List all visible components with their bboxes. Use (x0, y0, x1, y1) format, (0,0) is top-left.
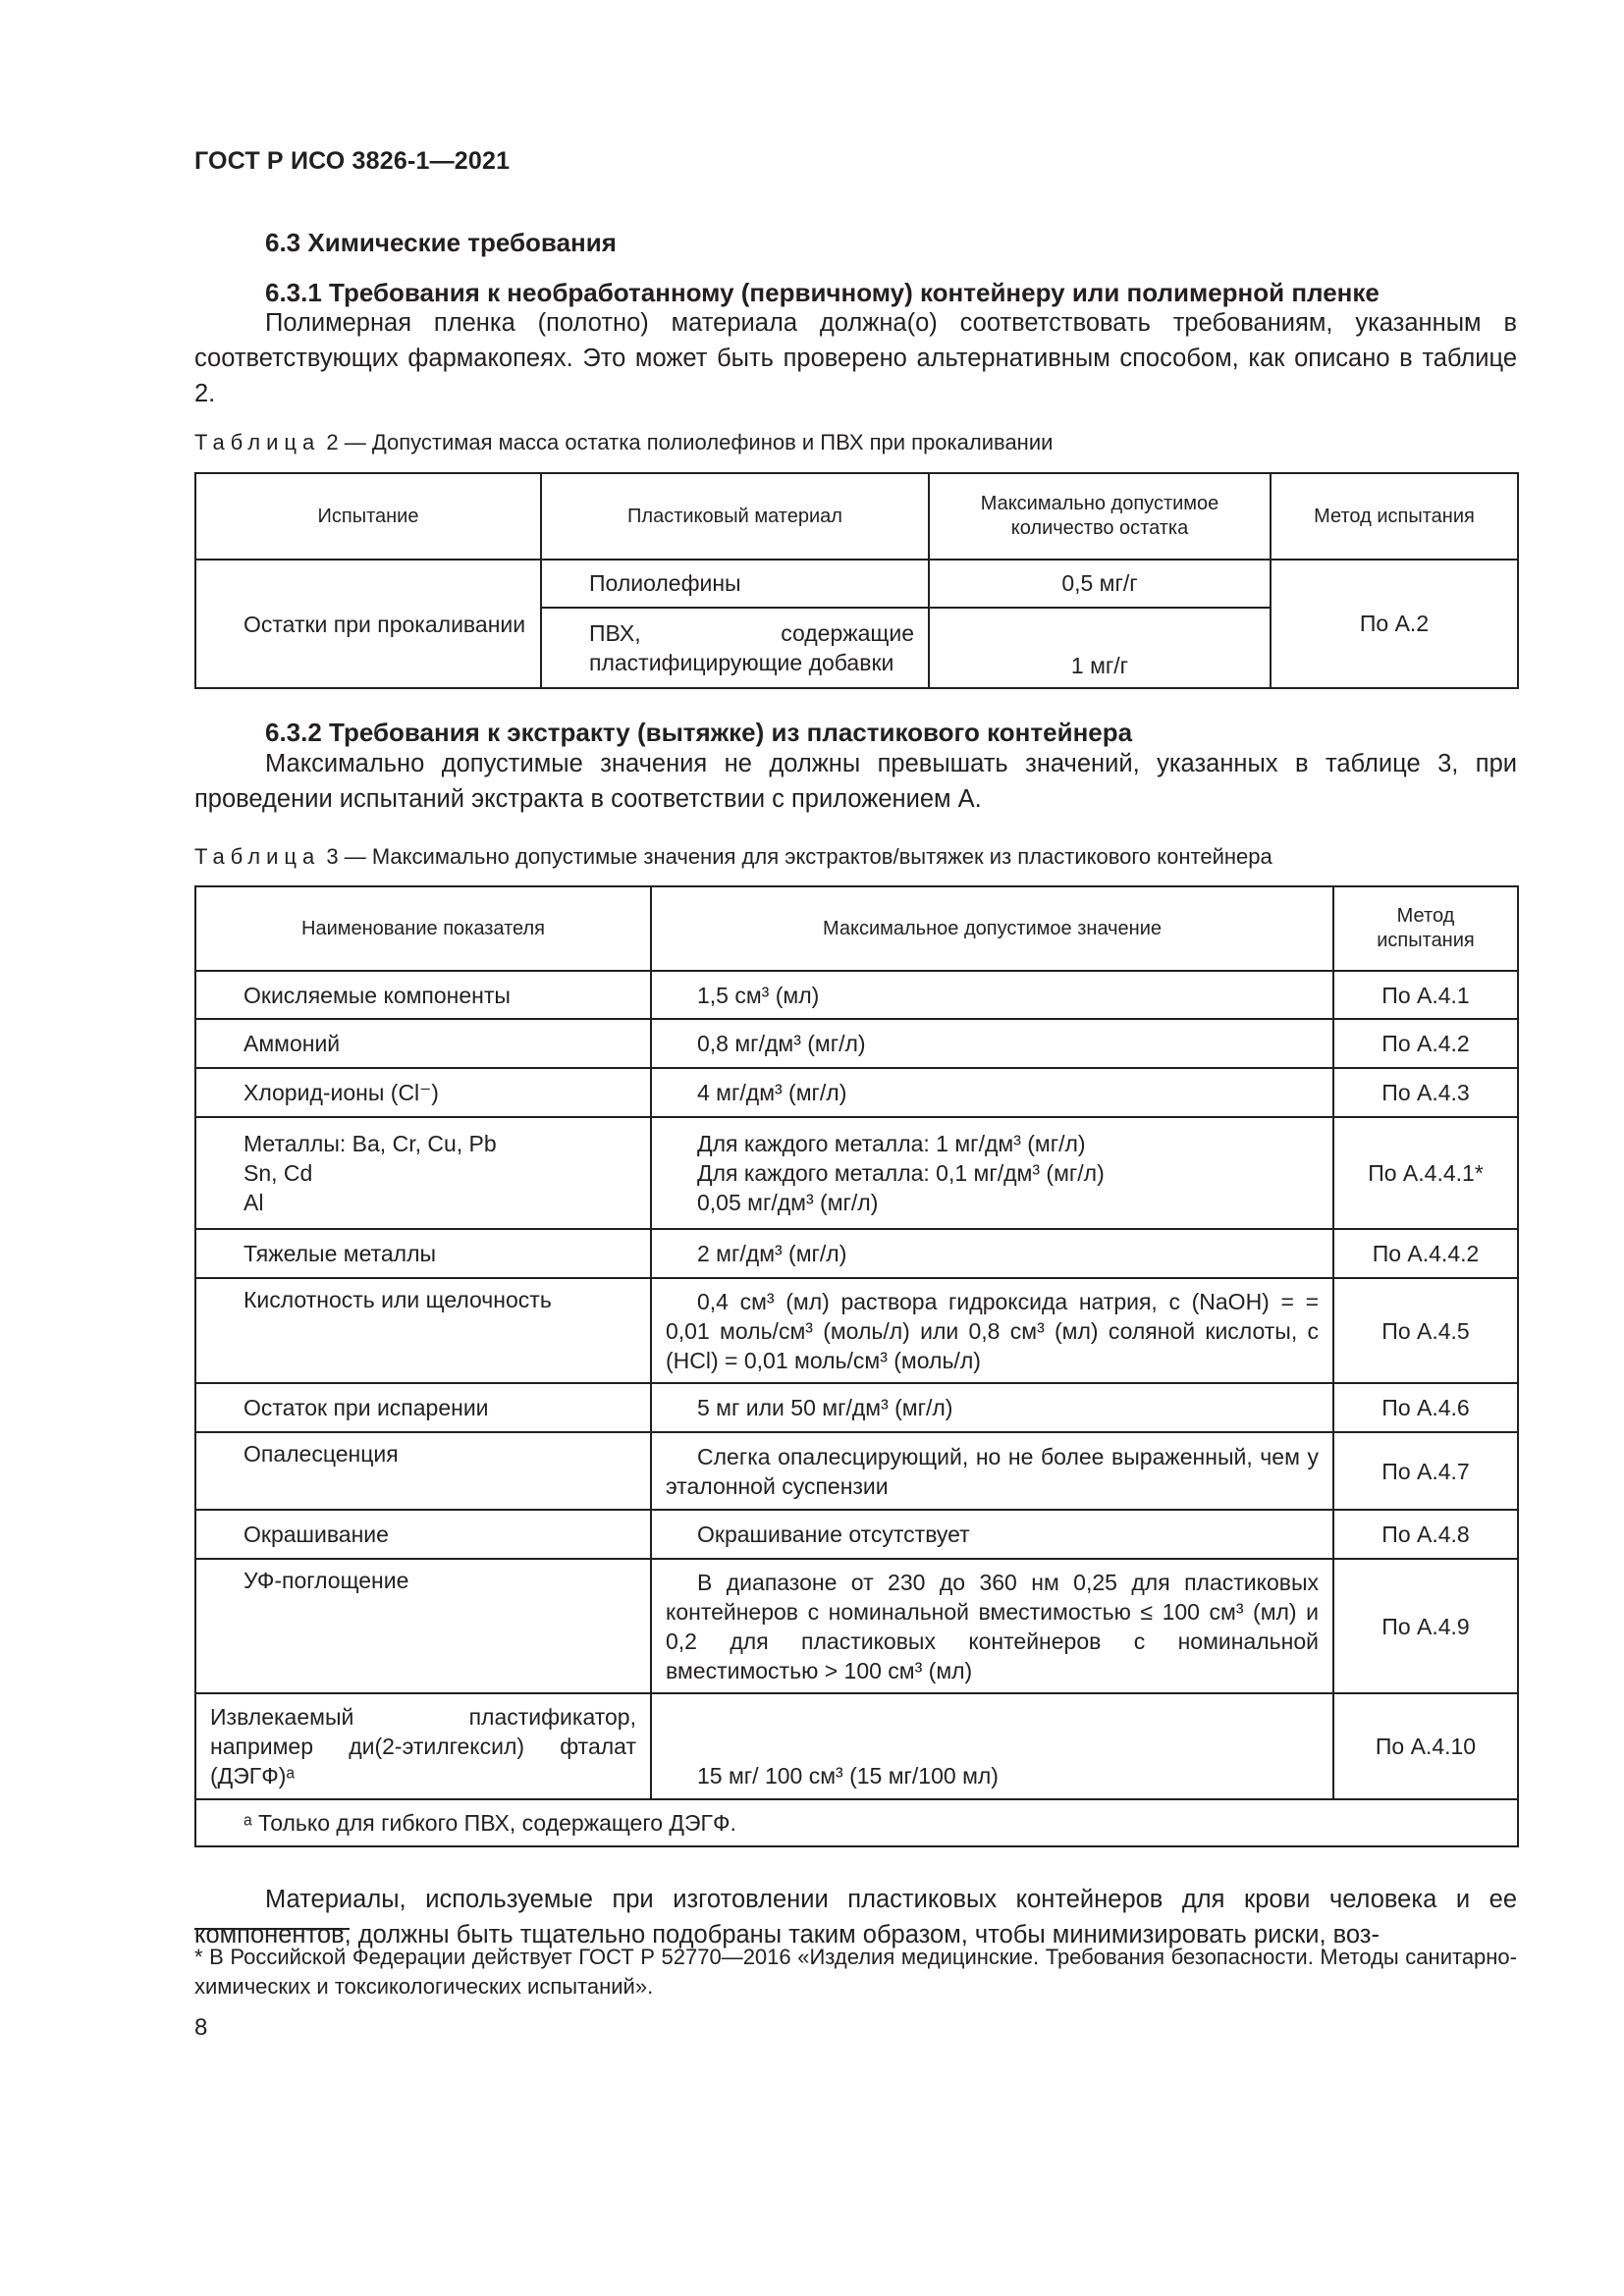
table3-method-cell: По А.4.9 (1333, 1559, 1518, 1693)
table3-value-cell: 2 мг/дм³ (мг/л) (651, 1229, 1333, 1278)
table3-method-cell: По А.4.1 (1333, 971, 1518, 1019)
table3-method-cell: По А.4.6 (1333, 1383, 1518, 1432)
table3-name-cell: Металлы: Ba, Cr, Cu, Pb Sn, Cd Al (195, 1117, 651, 1229)
table3-value-cell: 1,5 см³ (мл) (651, 971, 1333, 1019)
table3-value-cell: В диапазоне от 230 до 360 нм 0,25 для пластиковых контейнеров с номинальной вместимостью ≤ 100 см³ (мл) и 0,2 для пластиковых контейнеров с номинальной вместимостью > 100 см³ (мл) (651, 1559, 1333, 1693)
table2-header-method: Метод испытания (1271, 473, 1518, 560)
table3-value-cell: Окрашивание отсутствует (651, 1510, 1333, 1559)
table3-value-cell: 15 мг/ 100 см³ (15 мг/100 мл) (651, 1693, 1333, 1799)
footnote-rule (194, 1928, 350, 1930)
table3-value-cell: Для каждого металла: 1 мг/дм³ (мг/л) Для каждого металла: 0,1 мг/дм³ (мг/л) 0,05 мг/дм³ (мг/л) (651, 1117, 1333, 1229)
table3-name-cell: Аммоний (195, 1019, 651, 1068)
table-2 (194, 472, 1519, 689)
table3-name-cell: Окисляемые компоненты (195, 971, 651, 1019)
table2-header-amount: Максимально допустимое количество остатка (929, 473, 1271, 560)
table3-name-cell: Извлекаемый пластификатор, например ди(2-этилгексил) фталат (ДЭГФ)ᵃ (195, 1693, 651, 1799)
table3-value-cell: 5 мг или 50 мг/дм³ (мг/л) (651, 1383, 1333, 1432)
table2-caption: Таблица 2 — Допустимая масса остатка полиолефинов и ПВХ при прокаливании (194, 430, 1054, 454)
table3-method-cell: По А.4.8 (1333, 1510, 1518, 1559)
table2-amount-cell: 0,5 мг/г (929, 560, 1271, 608)
table2-method-cell: По А.2 (1271, 560, 1518, 688)
table3-name-cell: Хлорид-ионы (Cl⁻) (195, 1068, 651, 1117)
table2-amount-cell: 1 мг/г (929, 608, 1271, 688)
subsection-heading-6-3-2: 6.3.2 Требования к экстракту (вытяжке) из пластикового контейнера (265, 718, 1133, 747)
footnote: * В Российской Федерации действует ГОСТ Р 52770—2016 «Изделия медицинские. Требования безопасности. Методы санитарно-химических и токсикологических испытаний». (194, 1945, 1517, 1999)
table3-method-cell: По А.4.4.1* (1333, 1117, 1518, 1229)
table2-header-test: Испытание (195, 473, 541, 560)
table2-material-cell: ПВХ, содержащие пластифицирующие добавки (541, 608, 929, 688)
table3-value-cell: Слегка опалесцирующий, но не более выраженный, чем у эталонной суспензии (651, 1432, 1333, 1510)
section-heading: 6.3 Химические требования (265, 228, 617, 257)
table2-header-material: Пластиковый материал (541, 473, 929, 560)
subsection-6-3-1-text: Полимерная пленка (полотно) материала должна(о) соответствовать требованиям, указанным в соответствующих фармакопеях. Это может быть проверено альтернативным способом, как описано в таблице 2. (194, 309, 1517, 407)
table3-method-cell: По А.4.10 (1333, 1693, 1518, 1799)
table3-method-cell: По А.4.7 (1333, 1432, 1518, 1510)
table3-header-method: Метод испытания (1333, 886, 1518, 971)
document-header: ГОСТ Р ИСО 3826-1—2021 (194, 147, 511, 175)
table3-name-cell: УФ-поглощение (195, 1559, 651, 1693)
table2-material-cell: Полиолефины (541, 560, 929, 608)
table2-test-cell: Остатки при прокаливании (195, 560, 541, 688)
table3-name-cell: Опалесценция (195, 1432, 651, 1510)
page-number: 8 (194, 2014, 208, 2041)
table3-name-cell: Окрашивание (195, 1510, 651, 1559)
subsection-6-3-2-text: Максимально допустимые значения не должны превышать значений, указанных в таблице 3, при проведении испытаний экстракта в соответствии с приложением А. (194, 750, 1517, 813)
table3-name-cell: Тяжелые металлы (195, 1229, 651, 1278)
table-3 (194, 885, 1519, 1847)
subsection-heading-6-3-1: 6.3.1 Требования к необработанному (первичному) контейнеру или полимерной пленке (265, 278, 1380, 307)
table3-name-cell: Кислотность или щелочность (195, 1278, 651, 1383)
table3-method-cell: По А.4.4.2 (1333, 1229, 1518, 1278)
table3-value-cell: 4 мг/дм³ (мг/л) (651, 1068, 1333, 1117)
table3-method-cell: По А.4.3 (1333, 1068, 1518, 1117)
table3-caption: Таблица 3 — Максимально допустимые значения для экстрактов/вытяжек из пластикового контейнера (194, 844, 1272, 869)
table3-value-cell: 0,4 см³ (мл) раствора гидроксида натрия, c (NaOH) = = 0,01 моль/см³ (моль/л) или 0,8 см³ (мл) соляной кислоты, c (HCl) = 0,01 моль/см³ (моль/л) (651, 1278, 1333, 1383)
table3-name-cell: Остаток при испарении (195, 1383, 651, 1432)
table3-header-value: Максимальное допустимое значение (651, 886, 1333, 971)
table3-method-cell: По А.4.5 (1333, 1278, 1518, 1383)
table3-value-cell: 0,8 мг/дм³ (мг/л) (651, 1019, 1333, 1068)
table3-header-name: Наименование показателя (195, 886, 651, 971)
table3-method-cell: По А.4.2 (1333, 1019, 1518, 1068)
closing-paragraph: Материалы, используемые при изготовлении пластиковых контейнеров для крови человека и ее компонентов, должны быть тщательно подобраны таким образом, чтобы минимизировать риски, воз- (194, 1886, 1517, 1949)
table3-note: ᵃ Только для гибкого ПВХ, содержащего ДЭГФ. (195, 1799, 1518, 1846)
